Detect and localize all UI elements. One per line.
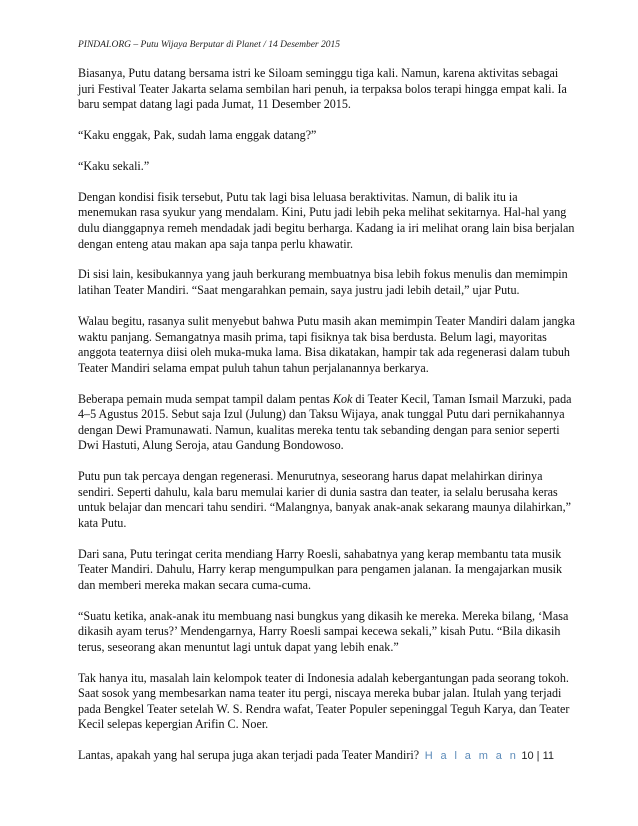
paragraph — [78, 392, 578, 454]
paragraph: Dengan kondisi fisik tersebut, Putu tak lagi bisa leluasa beraktivitas. Namun, di balik itu ia menemukan rasa syukur yang mendalam. Kini, Putu jadi lebih peka melihat sekitarnya. Hal-hal yang dulu dianggapnya remeh mendadak jadi begitu berharga. Kadang ia iri melihat orang lain bisa berjalan dengan enteng atau makan apa saja tanpa perlu khawatir. — [78, 189, 575, 251]
paragraph: Biasanya, Putu datang bersama istri ke Siloam seminggu tiga kali. Namun, karena aktivitas sebagai juri Festival Teater Jakarta selama sembilan hari penuh, ia terpaksa bolos terapi hingga empat kali. Ia baru sempat datang lagi pada Jumat, 11 Desember 2015. — [78, 66, 567, 112]
page-total: 11 — [542, 750, 554, 762]
play-title: Kok — [332, 391, 353, 406]
text-run: Beberapa pemain muda sempat tampil dalam pentas — [78, 391, 333, 406]
dialogue-line: “Kaku sekali.” — [78, 158, 150, 173]
paragraph: Tak hanya itu, masalah lain kelompok teater di Indonesia adalah kebergantungan pada seorang tokoh. Saat sosok yang membesarkan nama teater itu pergi, niscaya mereka bubar jalan. Itulah yang terjadi pada Bengkel Teater setelah W. S. Rendra wafat, Teater Populer sepeninggal Teguh Karya, dan Teater Kecil selepas kepergian Arifin C. Noer. — [78, 670, 570, 732]
paragraph: “Suatu ketika, anak-anak itu membuang nasi bungkus yang dikasih ke mereka. Mereka bilang, ‘Masa dikasih ayam terus?’ Mendengarnya, Harry Roesli sampai kecewa sekali,” kisah Putu. “Bila dikasih terus, seseorang akan menuntut lagi untuk dapat yang lebih enak.” — [78, 608, 569, 654]
page-number: 10 — [521, 750, 534, 762]
text-run: di Teater Kecil, Taman Ismail Marzuki, pada 4–5 Agustus 2015. Sebut saja Izul (Julung) dan Taksu Wijaya, anak tunggal Putu dari pernikahannya dengan Dewi Pramunawati. Namun, kualitas mereka tentu tak sebanding dengan para senior seperti Dwi Hastuti, Alung Seroja, atau Gandung Bondowoso. — [78, 391, 572, 453]
paragraph: Dari sana, Putu teringat cerita mendiang Harry Roesli, sahabatnya yang kerap membantu tata musik Teater Mandiri. Dahulu, Harry kerap mengumpulkan para pengamen jalanan. Ia mengajarkan musik dan memberi mereka makan secara cuma-cuma. — [78, 546, 563, 592]
page-separator: | — [536, 750, 540, 762]
running-header: PINDAI.ORG – Putu Wijaya Berputar di Planet / 14 Desember 2015 — [78, 40, 341, 50]
article-body — [78, 66, 578, 779]
paragraph: Putu pun tak percaya dengan regenerasi. Menurutnya, seseorang harus dapat melahirkan dirinya sendiri. Seperti dahulu, kala baru memulai karier di dunia sastra dan teater, ia selalu berusaha keras untuk belajar dan mencari tahu sendiri. “Malangnya, banyak anak-anak sekarang maunya dilahirkan,” kata Putu. — [78, 469, 571, 530]
dialogue-line: “Kaku enggak, Pak, sudah lama enggak datang?” — [78, 128, 317, 143]
page-footer — [425, 750, 554, 762]
page-label: H a l a m a n — [424, 750, 519, 762]
paragraph: Lantas, apakah yang hal serupa juga akan terjadi pada Teater Mandiri? — [78, 748, 420, 763]
paragraph: Di sisi lain, kesibukannya yang jauh berkurang membuatnya bisa lebih fokus menulis dan memimpin latihan Teater Mandiri. “Saat mengarahkan pemain, saya justru jadi lebih detail,” ujar Putu. — [78, 267, 568, 298]
paragraph: Walau begitu, rasanya sulit menyebut bahwa Putu masih akan memimpin Teater Mandiri dalam jangka waktu panjang. Semangatnya masih prima, tapi fisiknya tak bisa berdusta. Belum lagi, mayoritas anggota teaternya diisi oleh muka-muka lama. Bisa dikatakan, hampir tak ada regenerasi dalam tubuh Teater Mandiri selama empat puluh tahun tahun perjalanannya berkarya. — [78, 313, 576, 375]
